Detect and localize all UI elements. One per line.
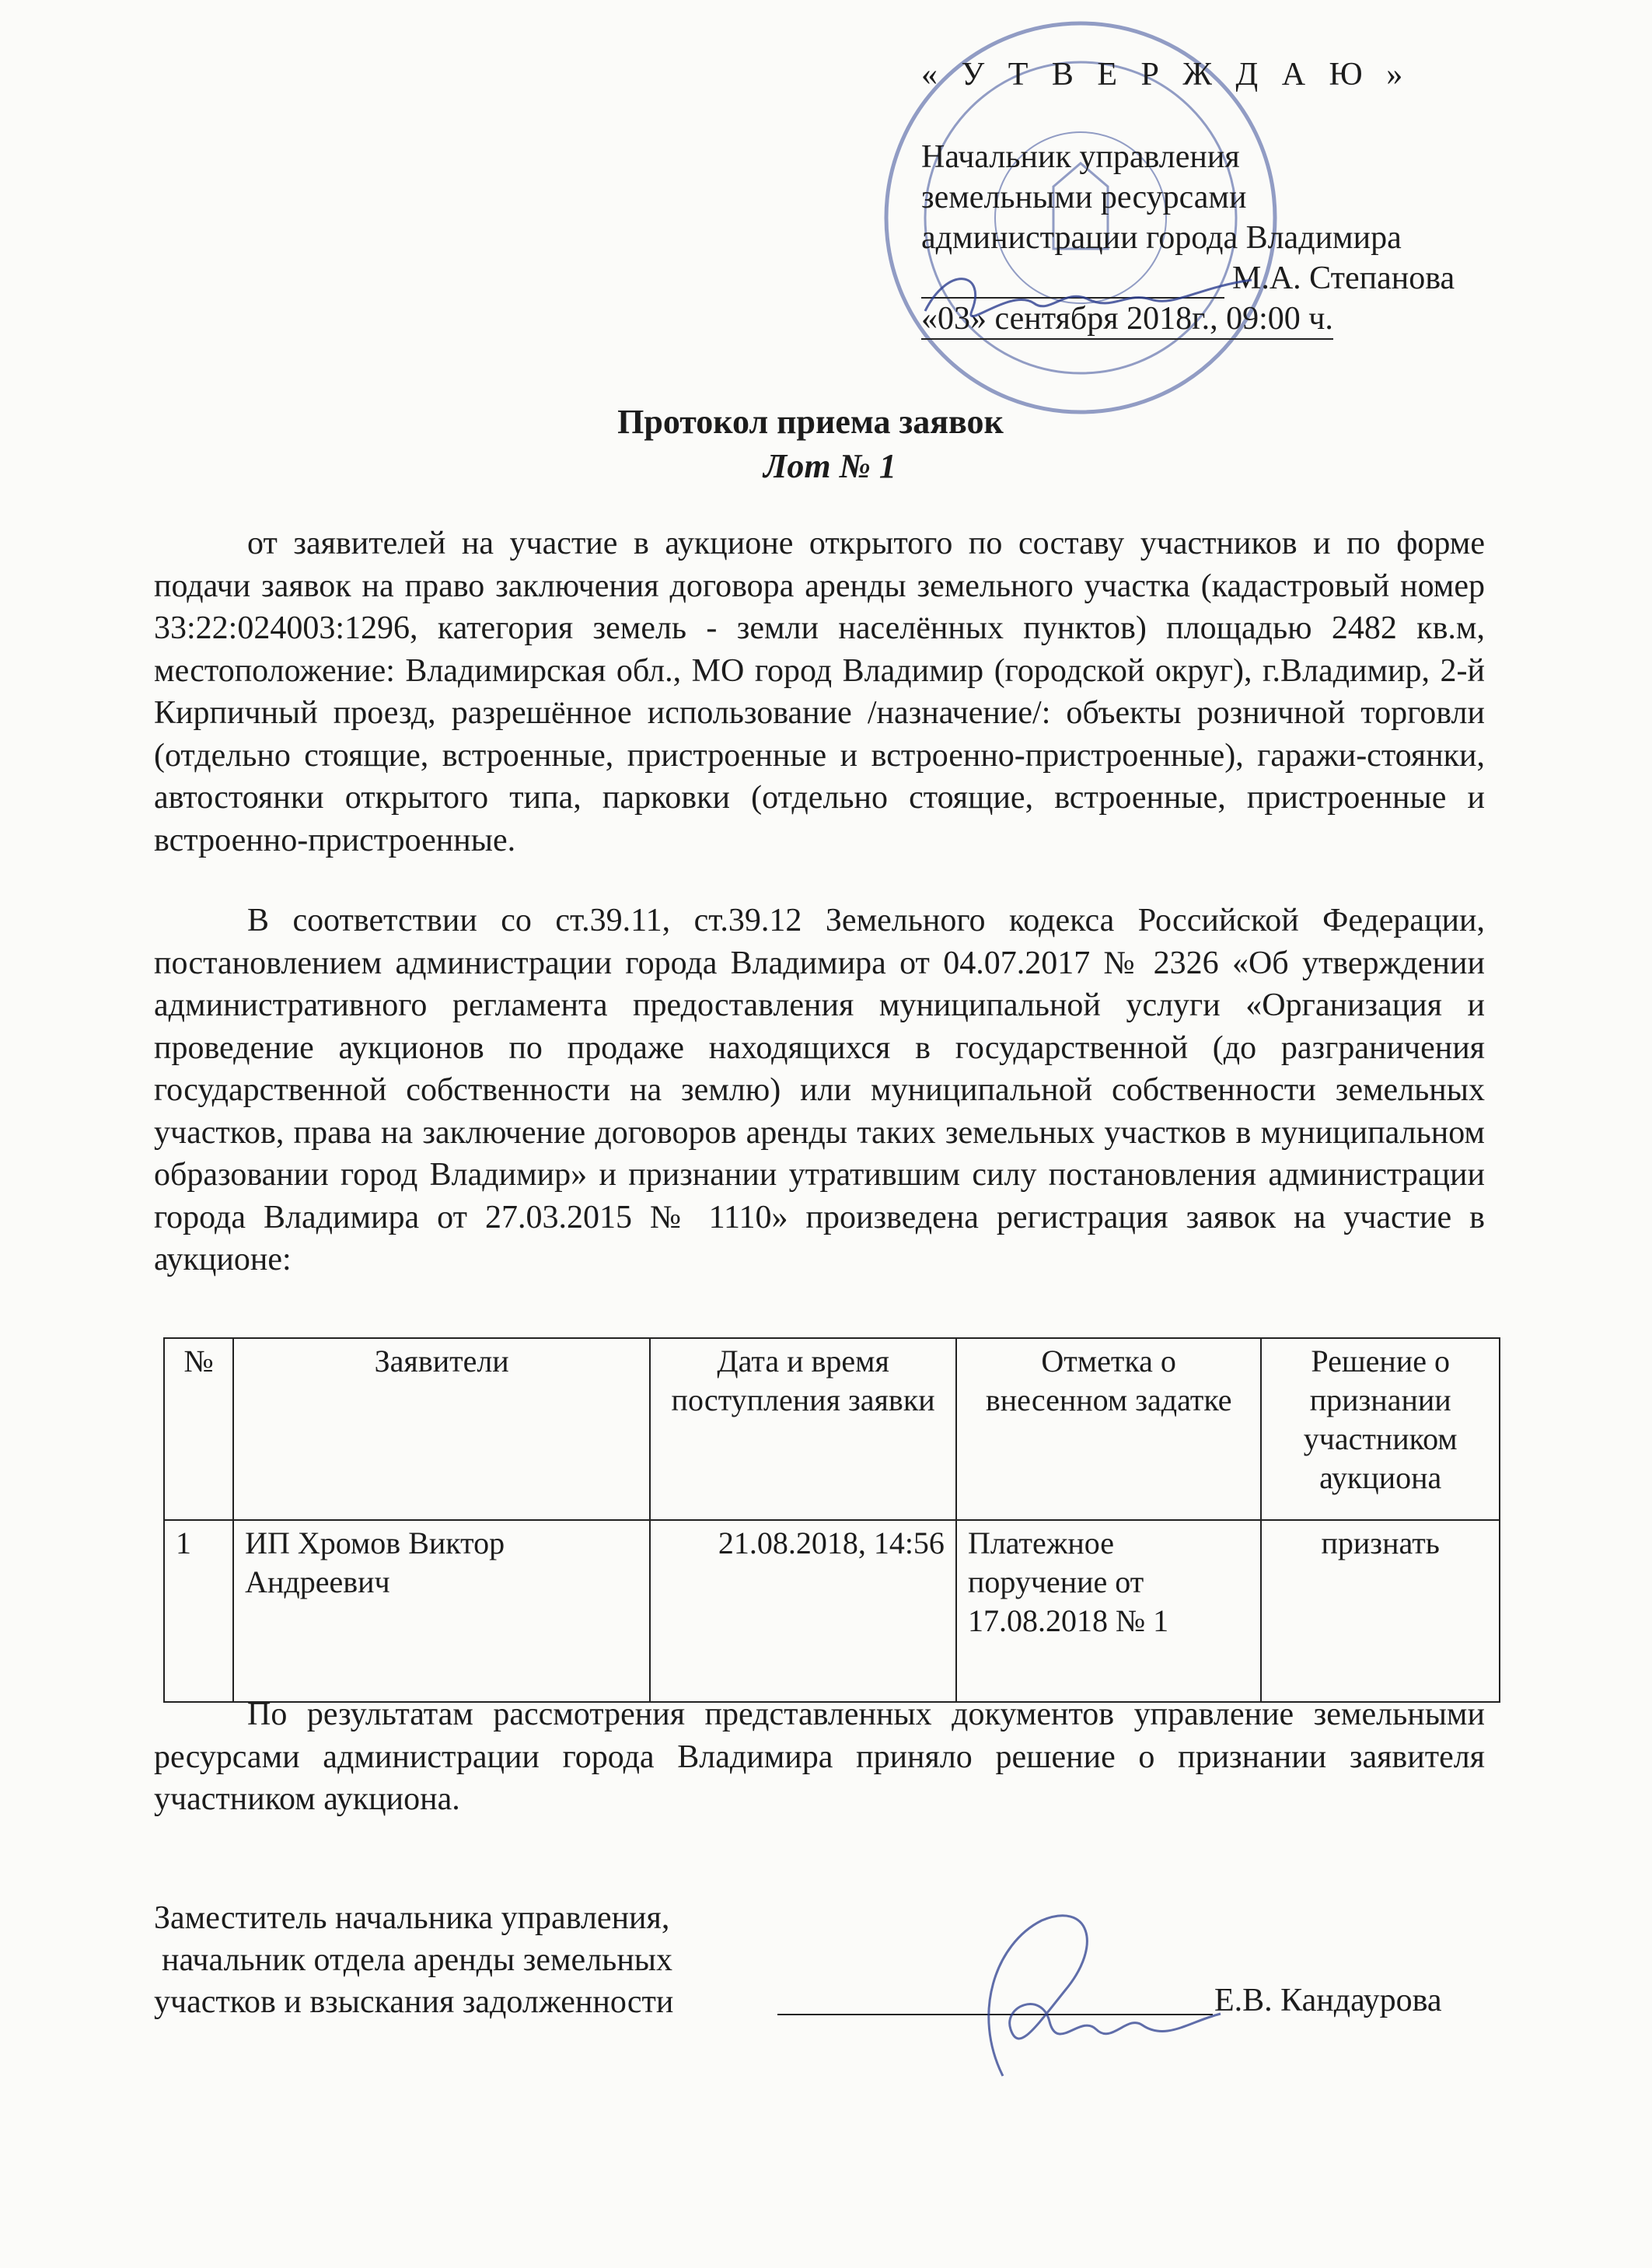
table-header-row — [164, 1338, 1500, 1520]
signer-name: Е.В. Кандаурова — [1214, 1983, 1442, 2018]
approval-heading: « У Т В Е Р Ж Д А Ю » — [921, 57, 1411, 93]
cell-datetime: 21.08.2018, 14:56 — [650, 1520, 956, 1702]
signer-signature — [910, 1897, 1236, 2099]
paragraph-subject: от заявителей на участие в аукционе открытого по составу участников и по форме подачи заявок на право заключения договора аренды земельного участка (кадастровый номер 33:22:024003:1296, категория земель - земли населённых пунктов) площадью 2482 кв.м, местоположение: Владимирская обл., МО город Владимир (городской округ), г.Владимир, 2-й Кирпичный проезд, разрешённое использование /назначение/: объекты розничной торговли (отдельно стоящие, встроенные, пристроенные и встроенно-пристроенные), гаражи-стоянки, автостоянки открытого типа, парковки (отдельно стоящие, встроенные, пристроенные и встроенно-пристроенные. — [154, 526, 1485, 858]
cell-decision: признать — [1261, 1520, 1500, 1702]
applications-table — [163, 1337, 1500, 1703]
header-num: № — [164, 1338, 233, 1520]
header-applicants: Заявители — [233, 1338, 650, 1520]
cell-deposit: Платежное поручение от 17.08.2018 № 1 — [956, 1520, 1261, 1702]
table-row — [164, 1520, 1500, 1702]
paragraph-conclusion: По результатам рассмотрения представленных документов управление земельными ресурсами администрации города Владимира приняло решение о признании заявителя участником аукциона. — [154, 1697, 1485, 1817]
approval-position-line2: земельными ресурсами — [921, 180, 1247, 215]
lot-number: Лот № 1 — [763, 447, 896, 485]
header-deposit: Отметка о внесенном задатке — [956, 1338, 1261, 1520]
signer-position-line3: участков и взыскания задолженности — [154, 1984, 674, 2020]
approval-signature — [917, 257, 1259, 342]
signer-position — [154, 1897, 673, 2023]
signer-position-line1: Заместитель начальника управления, — [154, 1900, 670, 1936]
header-decision: Решение о признании участником аукциона — [1261, 1338, 1500, 1520]
header-datetime: Дата и время поступления заявки — [650, 1338, 956, 1520]
approval-date: «03» сентября 2018г., 09:00 ч. — [921, 301, 1333, 340]
cell-num: 1 — [164, 1520, 233, 1702]
approval-signer: М.А. Степанова — [1232, 260, 1455, 296]
cell-applicant: ИП Хромов Виктор Андреевич — [233, 1520, 650, 1702]
signer-position-line2: начальник отдела аренды земельных — [162, 1942, 673, 1978]
document-title: Протокол приема заявок — [617, 403, 1004, 441]
approval-position-line3: администрации города Владимира — [921, 220, 1402, 256]
paragraph-legal-basis: В соответствии со ст.39.11, ст.39.12 Земельного кодекса Российской Федерации, постановлением администрации города Владимира от 04.07.2017 № 2326 «Об утверждении административного регламента предоставления муниципальной услуги «Организация и проведение аукционов по продаже находящихся в государственной (до разграничения государственной собственности на землю) или муниципальной собственности земельных участков, права на заключение договоров аренды таких земельных участков в муниципальном образовании город Владимир» и признании утратившим силу постановления администрации города Владимира от 27.03.2015 № 1110» произведена регистрация заявок на участие в аукционе: — [154, 903, 1485, 1277]
approval-position-line1: Начальник управления — [921, 139, 1240, 175]
